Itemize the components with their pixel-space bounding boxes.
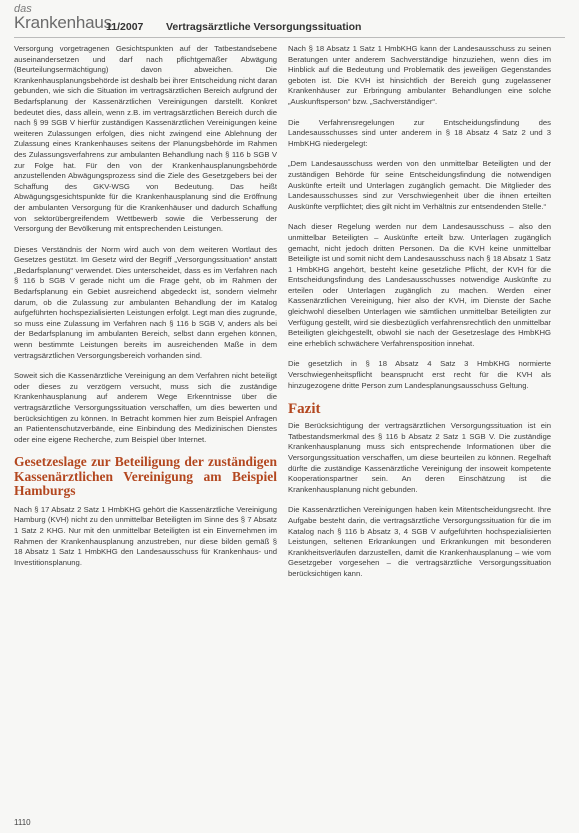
paragraph: Nach dieser Regelung werden nur dem Landesausschuss – also den unmittelbar Beteiligten – Auskünfte erteilt bzw. Unterlagen zugänglich gemacht, nicht jedoch dritten Personen. Da die KVH keine unmittelbar Beteiligte ist und somit nicht dem Landesausschuss nach § 18 Absatz 1 Satz 1 HmbKHG angehört, besteht keine gesetzliche Pflicht, der KVH für die Entscheidungsfindung des Landesausschusses notwendige Auskünfte zu erteilen oder Unterlagen zugänglich zu machen. Werden einer Kassenärztlichen Vereinigung, hier also der KVH, im Dienste der Sache gleichwohl dieselben Unterlagen wie sämtlichen unmittelbar Beteiligten zur Verfügung gestellt, wird sie diesbezüglich verfahrensrechtlich den unmittelbar Beteiligten gleichgestellt, obwohl sie nach der Gesetzeslage des HmbKHG eine erheblich schwächere Verfahrensposition innehat. xyxy=(288,222,551,348)
paragraph: Die Berücksichtigung der vertragsärztlichen Versorgungssituation ist ein Tatbestandsmerkmal des § 116 b Absatz 2 Satz 1 SGB V. Die zuständige Krankenhausplanung muss sich entsprechende Informationen über die Versorgungssituation verschaffen, um diese beurteilen zu können. Regelhaft dürfte die zuständige Kassenärztliche Vereinigung der insoweit kompetente Kooperationspartner sein. An deren Einschätzung ist die Krankenhausplanung nicht gebunden. xyxy=(288,421,551,494)
section-heading: Fazit xyxy=(288,401,321,418)
page-header xyxy=(14,4,565,40)
paragraph: Dieses Verständnis der Norm wird auch von dem weiteren Wortlaut des Gesetzes gestützt. Im Gesetz wird der Begriff „Versorgungssituation“ anstatt „Bedarfsplanung“ verwendet. Dies unterscheidet, dass es im Verfahren nach § 116 b SGB V gerade nicht um die Frage geht, ob im Rahmen der Bedarfsplanung ein Gebiet ausreichend abgedeckt ist, sondern vielmehr darum, ob die Zulassung zur ambulanten Behandlung der im Katalog aufgeführten hochspezialisierten Leistungen erfolgt. Legt man dies zugrunde, so muss eine Zulassung im Verfahren nach § 116 b SGB V, anders als bei der Bedarfsplanung im ambulanten Bereich, selbst dann ergehen können, wenn bestimmte Leistungen bereits im ausreichenden Maße in dem vertragsärztlichen Versorgungsbereich vorhanden sind. xyxy=(14,244,277,360)
header-divider xyxy=(14,37,565,38)
issue-number: 11/2007 xyxy=(106,21,144,33)
quote-paragraph: „Dem Landesausschuss werden von den unmittelbar Beteiligten und der zuständigen Behörde für seine Entscheidungsfindung die notwendigen Auskünfte erteilt und Unterlagen zugänglich gemacht. Die Mitglieder des Landesausschusses sind zur Verschwiegenheit über die ihnen erteilten Auskünfte verpflichtet; dies gilt nicht im Verhältnis zur entsendenden Stelle.“ xyxy=(288,159,551,211)
paragraph: Die Kassenärztlichen Vereinigungen haben kein Mitentscheidungsrecht. Ihre Aufgabe besteht darin, die vertragsärztliche Versorgungssituation für die im Katalog nach § 116 b Absatz 3, 4 SGB V aufgeführten hochspezialisierten Leistungen, seltenen Erkrankungen und Erkrankungen mit besonderen Krankheitsverläufen darzustellen, damit die Krankenhausplanung – wie vom Gesetzgeber vorgesehen – die vertragsärztliche Versorgungssituation berücksichtigen kann. xyxy=(288,505,551,578)
right-column xyxy=(288,44,551,590)
paragraph: Nach § 17 Absatz 2 Satz 1 HmbKHG gehört die Kassenärztliche Vereinigung Hamburg (KVH) nicht zu den unmittelbar Beteiligten im Sinne des § 7 Absatz 1 Satz 2 KHG. Nur mit den unmittelbar Beteiligten ist ein Einvernehmen im Rahmen der Krankenhausplanung anzustreben, nur diese bilden gemäß § 18 Absatz 1 Satz 1 HmbKHG den Landesausschuss für Krankenhaus- und Investitionsplanung. xyxy=(14,504,277,567)
paragraph: Soweit sich die Kassenärztliche Vereinigung an dem Verfahren nicht beteiligt oder dieses zu verzögern versucht, muss sich die zuständige Krankenhausplanung auf anderem Wege Erkenntnisse über die vertragsärztliche Versorgungssituation verschaffen, um dies bewerten und berücksichtigen zu können. In Betracht kommen hier zum Beispiel Anfragen an Patientenschutzverbände, eine Einbindung des Medizinischen Dienstes oder eine eigene Recherche, zum Beispiel über Internet. xyxy=(14,371,277,444)
paragraph: Nach § 18 Absatz 1 Satz 1 HmbKHG kann der Landesausschuss zu seinen Beratungen unter anderem Sachverständige hinzuziehen, wenn dies im Hinblick auf die Bedeutung und Problematik des jeweiligen Gegenstandes geboten ist. Die KVH ist hinsichtlich der Bereich gung zugelassener Krankenhäuser zur Erbringung ambulanter Behandlungen eine solche „Auskunftsperson“ bzw. „Sachverständiger“. xyxy=(288,44,551,106)
journal-logo xyxy=(14,4,112,31)
section-heading: Gesetzeslage zur Beteiligung der zuständigen Kassenärztlichen Vereinigung am Beispiel Hamburgs xyxy=(14,454,277,499)
section-title: Vertragsärztliche Versorgungssituation xyxy=(166,21,362,33)
paragraph: Versorgung vorgetragenen Gesichtspunkten auf der Tatbestandsebene auseinandersetzen und darf nach pflichtgemäßer Abwägung (Beurteilungsermächtigung) davon abweichen. Die Krankenhausplanungsbehörde ist deshalb bei ihrer Entscheidung nicht daran gebunden, wie sich die Situation im vertragsärztlichen Bereich aufgrund der Bedarfsplanung der Kassenärztlichen Vereinigungen darstellt. Konkret bedeutet dies, dass allein, wenn z.B. im vertragsärztlichen Bereich durch die nach § 99 SGB V hierfür zuständigen Kassenärztlichen Vereinigungen keine weiteren Zulassungen erfolgen, dies nicht zwingend eine Ablehnung der Zulassung eines Krankenhauses seitens der Planungsbehörde im Rahmen des Zulassungsverfahrens zur ambulanten Behandlung nach § 116 b SGB V zur Folge hat. Für den von der Krankenhausplanungsbehörde anzustellenden Abwägungsprozess sind die Ziele des Gesetzgebers bei der Schaffung des GKV-WSG von Bedeutung. Das heißt Abwägungsgesichtspunkte für die Krankenhausplanung sind die Eröffnung der ambulanten Versorgung für die Krankenhäuser und dadurch Schaffung von sektorübergreifendem Wettbewerb sowie die Verbesserung der Versorgung der Bevölkerung mit entsprechenden Leistungen. xyxy=(14,44,277,234)
paragraph: Die gesetzlich in § 18 Absatz 4 Satz 3 HmbKHG normierte Verschwiegenheitspflicht beansprucht erst recht für die KVH als hinzugezogene dritte Person zum Landesplanungsausschuss Geltung. xyxy=(288,359,551,390)
paragraph: Die Verfahrensregelungen zur Entscheidungsfindung des Landesausschusses sind unter anderem in § 18 Absatz 4 Satz 2 und 3 HmbKHG niedergelegt: xyxy=(288,117,551,148)
logo-small-text: das xyxy=(14,3,32,15)
logo-big-text: Krankenhaus xyxy=(14,13,112,32)
page-number: 1110 xyxy=(14,818,31,827)
left-column xyxy=(14,44,277,578)
